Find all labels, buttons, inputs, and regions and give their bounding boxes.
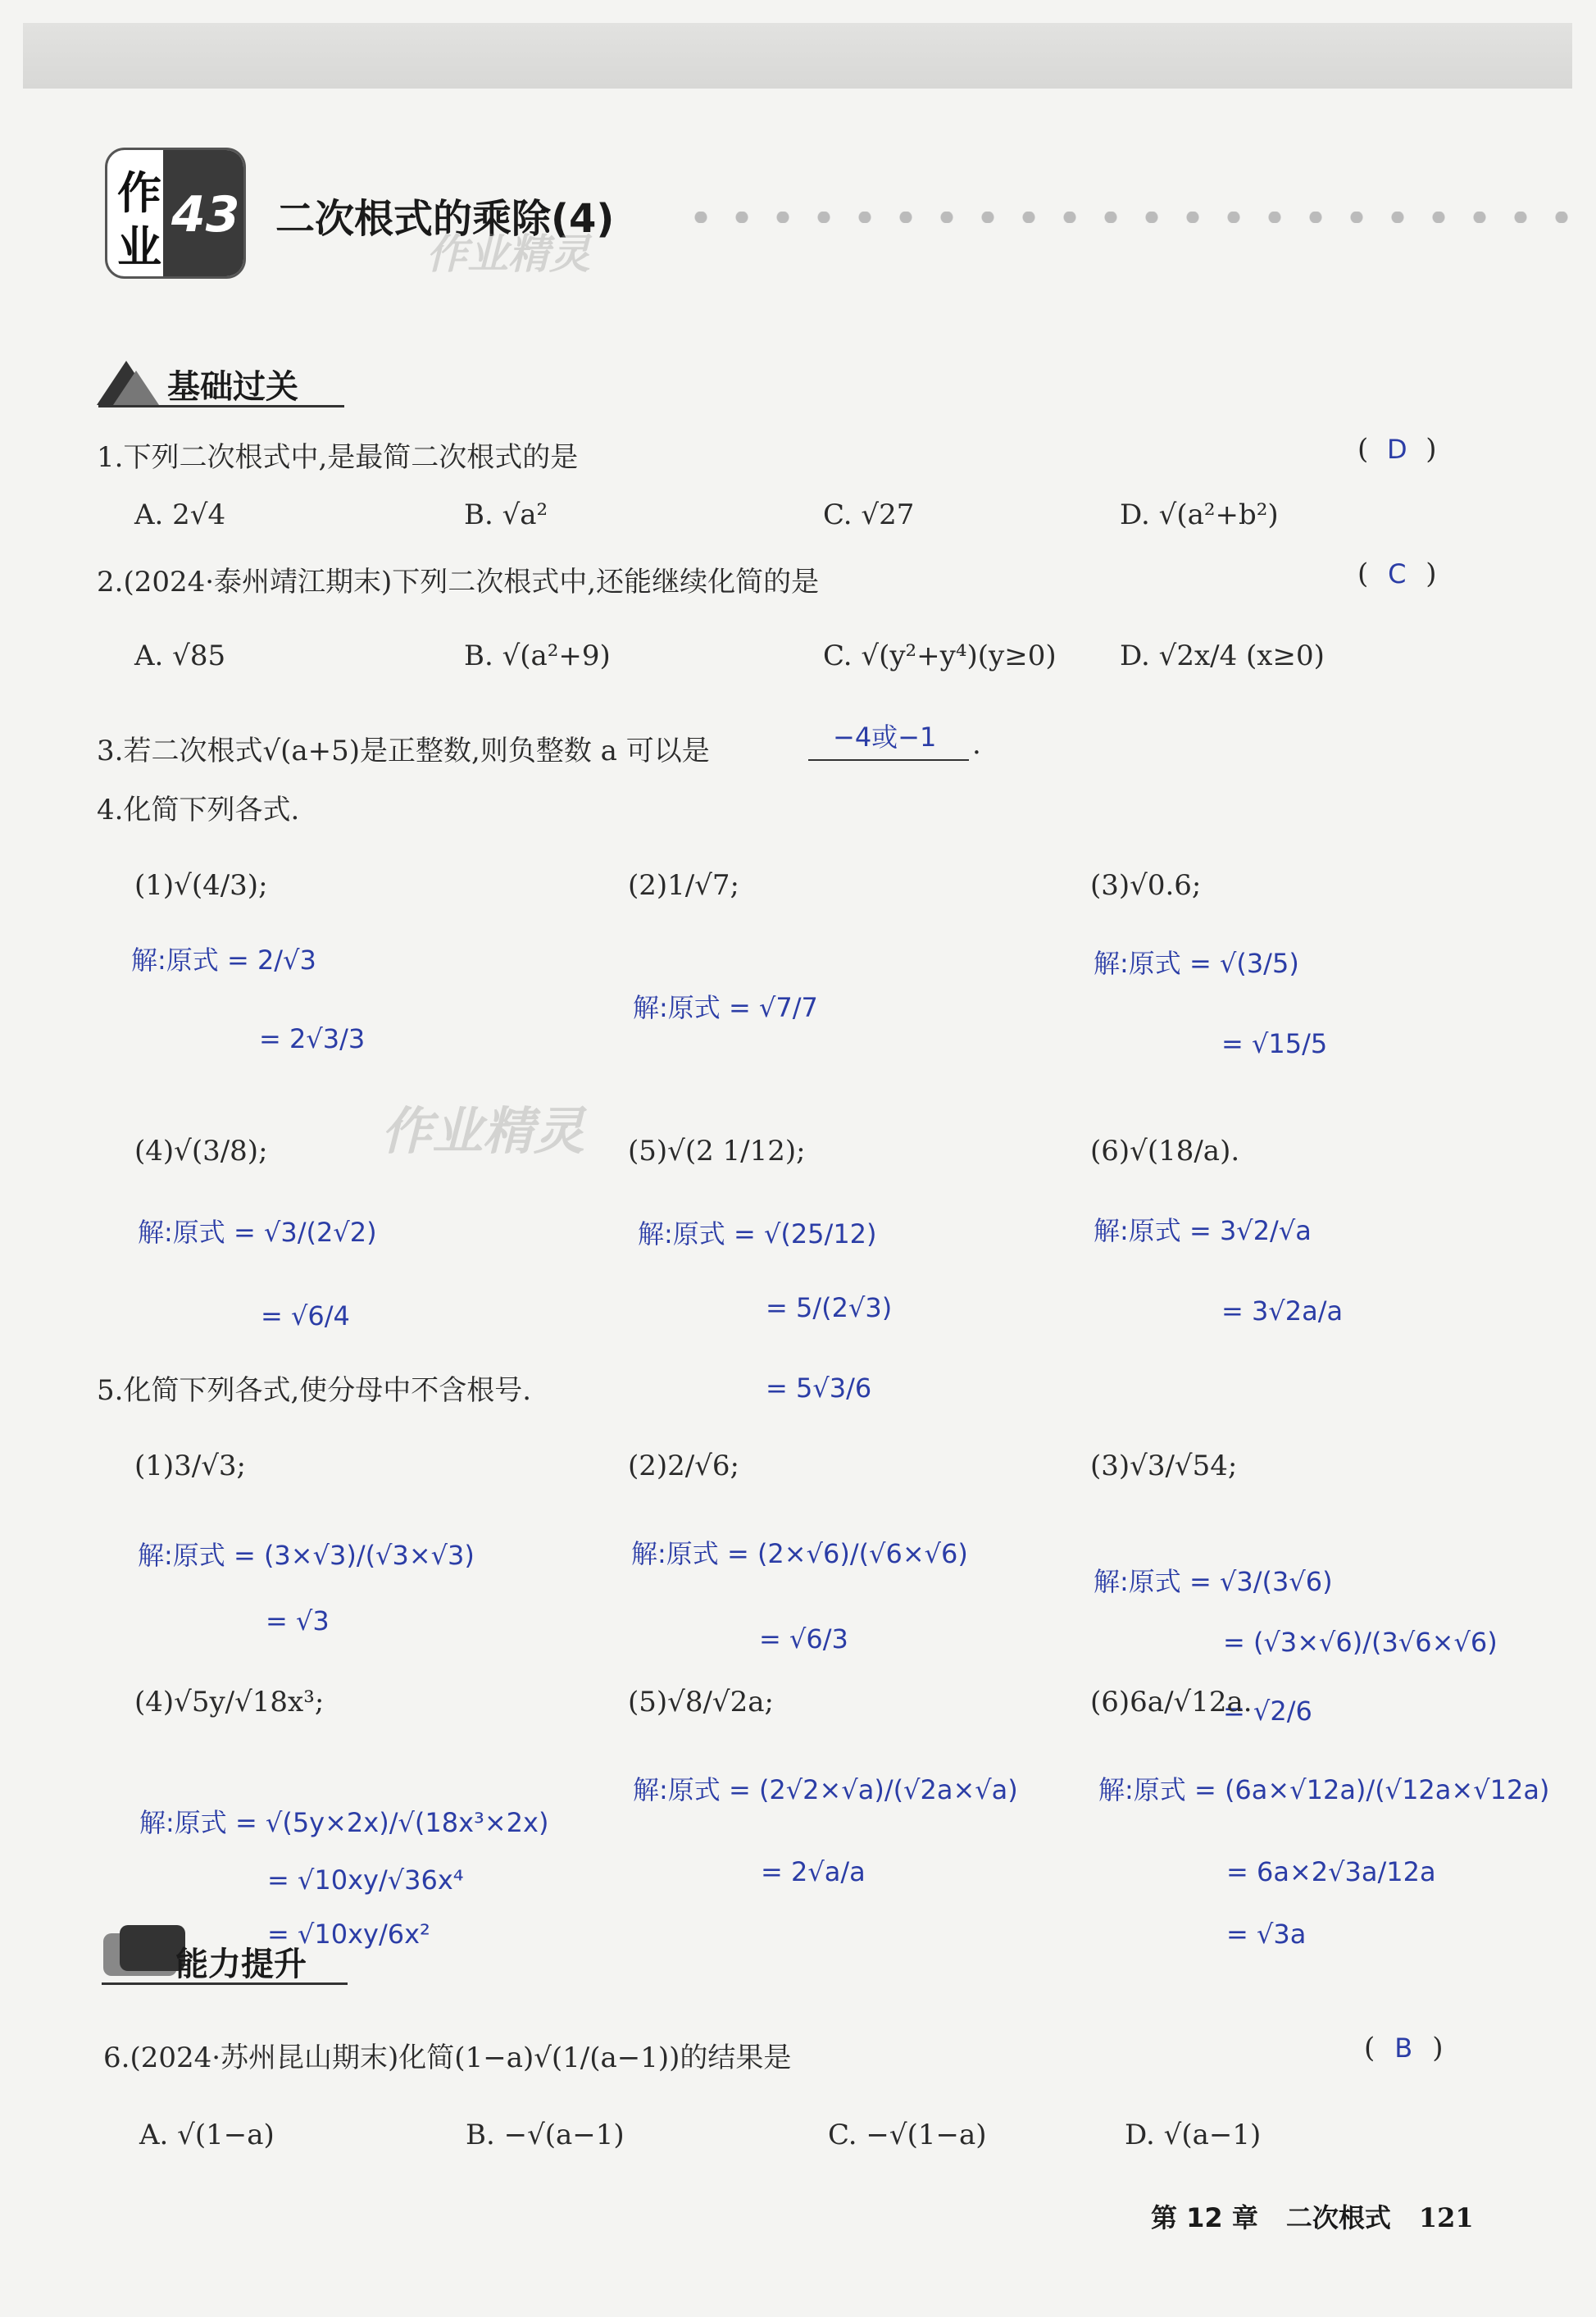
q1-option-c: C. √27 — [823, 498, 915, 531]
q2-option-b: B. √(a²+9) — [464, 640, 611, 672]
q6-paren: ( B ) — [1364, 2032, 1444, 2064]
q5-item2-step2: = √6/3 — [759, 1623, 848, 1655]
q6-stem: 6.(2024·苏州昆山期末)化简(1−a)√(1/(a−1))的结果是 — [103, 2042, 792, 2074]
q5-item6-step2: = 6a×2√3a/12a — [1226, 1856, 1436, 1887]
q5-item1-step1: 解:原式 = (3×√3)/(√3×√3) — [138, 1540, 475, 1571]
q1-option-d: D. √(a²+b²) — [1120, 498, 1279, 531]
q6-option-d: D. √(a−1) — [1125, 2119, 1262, 2151]
q5-item3-step1: 解:原式 = √3/(3√6) — [1094, 1566, 1333, 1597]
q2-option-c: C. √(y²+y⁴)(y≥0) — [823, 640, 1057, 672]
top-band — [23, 23, 1572, 89]
q4-item6-label: (6)√(18/a). — [1090, 1135, 1240, 1168]
q5-item5-step2: = 2√a/a — [761, 1856, 866, 1887]
q6-option-a: A. √(1−a) — [139, 2119, 275, 2151]
q5-item6-label: (6)6a/√12a. — [1090, 1686, 1253, 1718]
badge-number: 43 — [171, 186, 240, 244]
q4-item3-label: (3)√0.6; — [1090, 869, 1202, 902]
q5-item5-label: (5)√8/√2a; — [628, 1686, 774, 1718]
badge-bottom-char: 业 — [117, 221, 161, 273]
q4-item4-step1: 解:原式 = √3/(2√2) — [138, 1217, 377, 1248]
q5-item3-step3: = √2/6 — [1223, 1696, 1312, 1727]
q1-answer: D — [1386, 434, 1407, 465]
q3-period: . — [972, 728, 981, 761]
q4-item5-step2: = 5/(2√3) — [766, 1292, 893, 1323]
watermark: 作业精灵 — [426, 230, 590, 278]
section-mark-icon — [97, 354, 162, 412]
q4-item1-label: (1)√(4/3); — [134, 869, 268, 902]
q4-item1-step1: 解:原式 = 2/√3 — [131, 945, 316, 976]
q1-paren: ( D ) — [1357, 433, 1437, 466]
page-title: 二次根式的乘除(4) — [275, 196, 615, 242]
q3-stem: 3.若二次根式√(a+5)是正整数,则负整数 a 可以是 — [97, 735, 710, 767]
q4-item4-step2: = √6/4 — [261, 1300, 350, 1331]
q5-item1-step2: = √3 — [266, 1605, 330, 1636]
footer-chapter-title: 二次根式 — [1285, 2202, 1391, 2233]
page-footer — [1151, 2197, 1474, 2235]
q6-option-b: B. −√(a−1) — [466, 2119, 625, 2151]
q5-item5-step1: 解:原式 = (2√2×√a)/(√2a×√a) — [633, 1774, 1018, 1805]
q2-stem: 2.(2024·泰州靖江期末)下列二次根式中,还能继续化简的是 — [97, 566, 820, 599]
q5-item6-step1: 解:原式 = (6a×√12a)/(√12a×√12a) — [1098, 1774, 1550, 1805]
section-title-advanced: 能力提升 — [175, 1946, 307, 1983]
q2-option-d: D. √2x/4 (x≥0) — [1120, 640, 1325, 672]
section-title-basic: 基础过关 — [167, 368, 298, 406]
q2-option-a: A. √85 — [134, 640, 226, 672]
q5-item6-step3: = √3a — [1226, 1919, 1307, 1950]
q4-item1-step2: = 2√3/3 — [259, 1023, 366, 1054]
q5-item4-step1: 解:原式 = √(5y×2x)/√(18x³×2x) — [139, 1807, 549, 1838]
q4-stem: 4.化简下列各式. — [97, 794, 300, 826]
q2-paren: ( C ) — [1357, 558, 1437, 590]
page-number: 121 — [1418, 2202, 1474, 2233]
section-underline — [98, 405, 344, 407]
q4-item3-step2: = √15/5 — [1221, 1028, 1328, 1059]
assignment-badge — [105, 148, 246, 279]
q4-item5-label: (5)√(2 1/12); — [628, 1135, 806, 1168]
q4-item4-label: (4)√(3/8); — [134, 1135, 268, 1168]
q5-item2-label: (2)2/√6; — [628, 1450, 739, 1482]
q4-item5-step3: = 5√3/6 — [766, 1372, 872, 1404]
q5-item3-step2: = (√3×√6)/(3√6×√6) — [1223, 1627, 1498, 1658]
q5-item1-label: (1)3/√3; — [134, 1450, 246, 1482]
q2-answer: C — [1388, 558, 1407, 589]
q1-option-a: A. 2√4 — [134, 498, 226, 531]
q5-item3-label: (3)√3/√54; — [1090, 1450, 1238, 1482]
q4-item6-step1: 解:原式 = 3√2/√a — [1094, 1215, 1312, 1246]
title-dots — [680, 212, 1574, 223]
q6-option-c: C. −√(1−a) — [828, 2119, 987, 2151]
badge-top-char: 作 — [117, 167, 161, 219]
q1-stem: 1.下列二次根式中,是最简二次根式的是 — [97, 441, 579, 474]
q5-item4-label: (4)√5y/√18x³; — [134, 1686, 325, 1718]
q4-item6-step2: = 3√2a/a — [1221, 1295, 1344, 1327]
q6-answer: B — [1394, 2032, 1413, 2064]
q3-answer: −4或−1 — [833, 722, 937, 753]
q4-item2-label: (2)1/√7; — [628, 869, 739, 902]
q4-item3-step1: 解:原式 = √(3/5) — [1094, 948, 1299, 979]
q5-item4-step3: = √10xy/6x² — [267, 1919, 430, 1950]
q4-item2-step1: 解:原式 = √7/7 — [633, 992, 818, 1023]
q5-stem: 5.化简下列各式,使分母中不含根号. — [97, 1374, 532, 1407]
footer-chapter: 第 12 章 — [1151, 2202, 1258, 2233]
watermark: 作业精灵 — [381, 1101, 585, 1161]
q4-item5-step1: 解:原式 = √(25/12) — [638, 1218, 877, 1250]
q5-item2-step1: 解:原式 = (2×√6)/(√6×√6) — [631, 1538, 968, 1569]
q5-item4-step2: = √10xy/√36x⁴ — [267, 1864, 464, 1896]
q1-option-b: B. √a² — [464, 498, 548, 531]
section-underline — [102, 1982, 348, 1985]
